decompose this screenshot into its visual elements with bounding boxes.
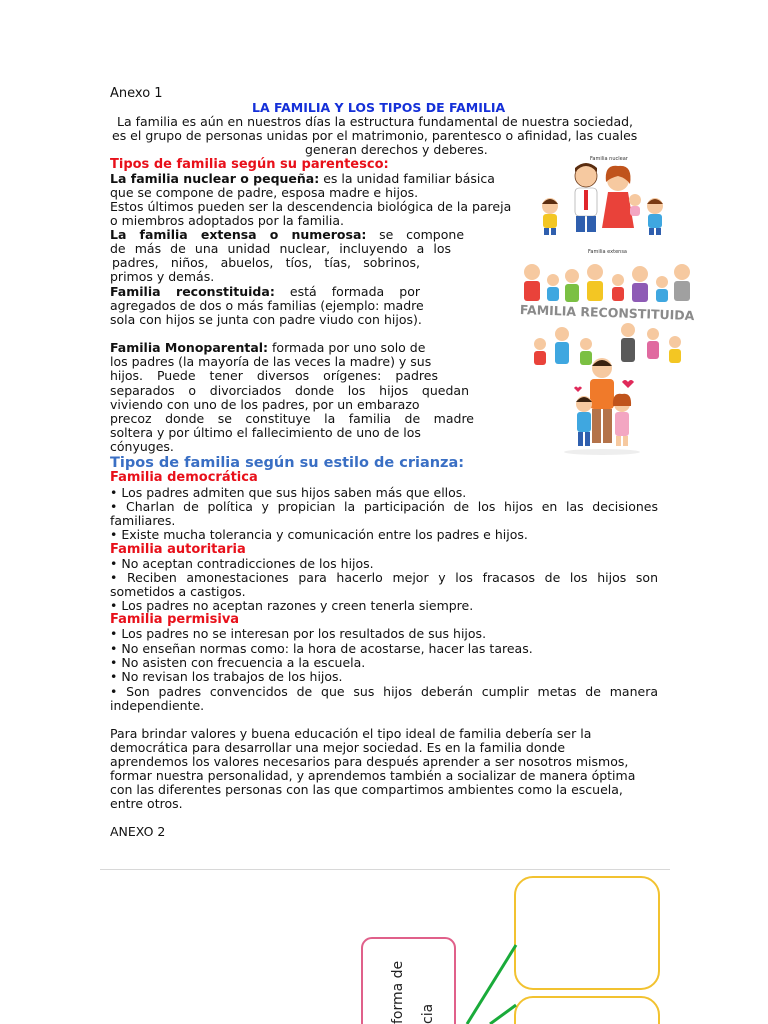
extensa-definition: La familia extensa o numerosa: se compone [110, 227, 465, 242]
nuclear-line: o miembros adoptados por la familia. [110, 213, 344, 228]
document-title: LA FAMILIA Y LOS TIPOS DE FAMILIA [252, 100, 506, 115]
nuclear-line: Estos últimos pueden ser la descendencia biológica de la pareja [110, 199, 512, 214]
reconstituida-line: sola con hijos se junta con padre viudo con hijos). [110, 312, 422, 327]
permisiva-item: independiente. [110, 698, 205, 713]
annex-1-label: Anexo 1 [110, 86, 163, 101]
conclusion-line: con las diferentes personas con las que compartimos ambientes como la escuela, [110, 782, 623, 797]
intro-line: La familia es aún en nuestros días la estructura fundamental de nuestra sociedad, [117, 114, 634, 129]
extensa-line: padres, niños, abuelos, tíos, tías, sobrinos, [112, 255, 420, 270]
reconstituida-line: agregados de dos o más familias (ejemplo: madre [110, 298, 424, 313]
reconstituida-image-label: FAMILIA RECONSTITUIDA [519, 301, 695, 324]
permisiva-item: • Los padres no se interesan por los resultados de sus hijos. [110, 626, 487, 641]
autoritaria-item: sometidos a castigos. [110, 584, 246, 599]
conclusion-line: Para brindar valores y buena educación el tipo ideal de familia debería ser la [110, 726, 592, 741]
diagram-connector-line [490, 1005, 516, 1024]
democratica-item: familiares. [110, 513, 176, 528]
monoparental-line: los padres (la mayoría de las veces la madre) y sus [110, 354, 432, 369]
autoritaria-item: • Reciben amonestaciones para hacerlo mejor y los fracasos de los hijos son [110, 570, 658, 585]
diagram-box-left [362, 938, 455, 1024]
extensa-line: primos y demás. [110, 269, 215, 284]
autoritaria-item: • Los padres no aceptan razones y creen tenerla siempre. [110, 598, 474, 613]
annex-2-diagram [362, 877, 659, 1024]
monoparental-line: hijos. Puede tener diversos orígenes: padres [110, 368, 438, 383]
annex-2-label: ANEXO 2 [110, 824, 166, 839]
svg-text:Familia nuclear: Familia nuclear [590, 156, 628, 162]
conclusion-line: aprendemos los valores necesarios para después aprender a ser nosotros mismos, [110, 754, 629, 769]
permisiva-item: • No asisten con frecuencia a la escuela. [110, 655, 366, 670]
intro-line: generan derechos y deberes. [305, 142, 488, 157]
autoritaria-item: • No aceptan contradicciones de los hijos. [110, 556, 374, 571]
nuclear-family-illustration [542, 156, 663, 235]
diagram-rotated-text: forma de [390, 960, 406, 1024]
monoparental-line: viviendo con uno de los padres, por un embarazo [110, 397, 420, 412]
monoparental-line: soltera y por último el fallecimiento de uno de los [110, 425, 421, 440]
permisiva-item: • No revisan los trabajos de los hijos. [110, 669, 343, 684]
nuclear-definition: La familia nuclear o pequeña: es la unidad familiar básica [110, 171, 495, 186]
permisiva-heading: Familia permisiva [110, 612, 240, 627]
nuclear-line: que se compone de padre, esposa madre e hijos. [110, 185, 419, 200]
permisiva-item: • Son padres convencidos de que sus hijos deberán cumplir metas de manera [110, 684, 658, 699]
diagram-rotated-text: cia [420, 1003, 436, 1024]
reconstituted-family-illustration [534, 323, 681, 365]
monoparental-line: cónyuges. [110, 439, 174, 454]
monoparental-line: precoz donde se constituye la familia de madre [110, 411, 474, 426]
kinship-heading: Tipos de familia según su parentesco: [110, 157, 389, 172]
monoparental-definition: Familia Monoparental: formada por uno solo de [110, 340, 426, 355]
democratica-item: • Charlan de política y propician la participación de los hijos en las decisiones [110, 499, 658, 514]
permisiva-item: • No enseñan normas como: la hora de acostarse, hacer las tareas. [110, 641, 533, 656]
conclusion-line: entre otros. [110, 796, 183, 811]
conclusion-line: formar nuestra personalidad, y aprendemos también a socializar de manera óptima [110, 768, 636, 783]
diagram-box-bottom-right [515, 997, 659, 1024]
extended-family-illustration [524, 264, 690, 302]
parenting-heading: Tipos de familia según su estilo de crianza: [110, 455, 465, 471]
autoritaria-heading: Familia autoritaria [110, 542, 246, 557]
democratica-item: • Existe mucha tolerancia y comunicación entre los padres e hijos. [110, 527, 528, 542]
democratica-item: • Los padres admiten que sus hijos saben más que ellos. [110, 485, 467, 500]
diagram-box-top-right [515, 877, 659, 989]
extensa-line: de más de una unidad nuclear, incluyendo a los [110, 241, 451, 256]
conclusion-line: democrática para desarrollar una mejor sociedad. Es en la familia donde [110, 740, 566, 755]
extensa-image-caption: Familia extensa [588, 249, 627, 255]
intro-line: es el grupo de personas unidas por el matrimonio, parentesco o afinidad, las cuales [112, 128, 638, 143]
monoparental-line: separados o divorciados donde los hijos quedan [110, 383, 469, 398]
democratica-heading: Familia democrática [110, 470, 258, 485]
reconstituida-definition: Familia reconstituida: está formada por [110, 284, 420, 299]
single-parent-illustration [564, 358, 640, 455]
